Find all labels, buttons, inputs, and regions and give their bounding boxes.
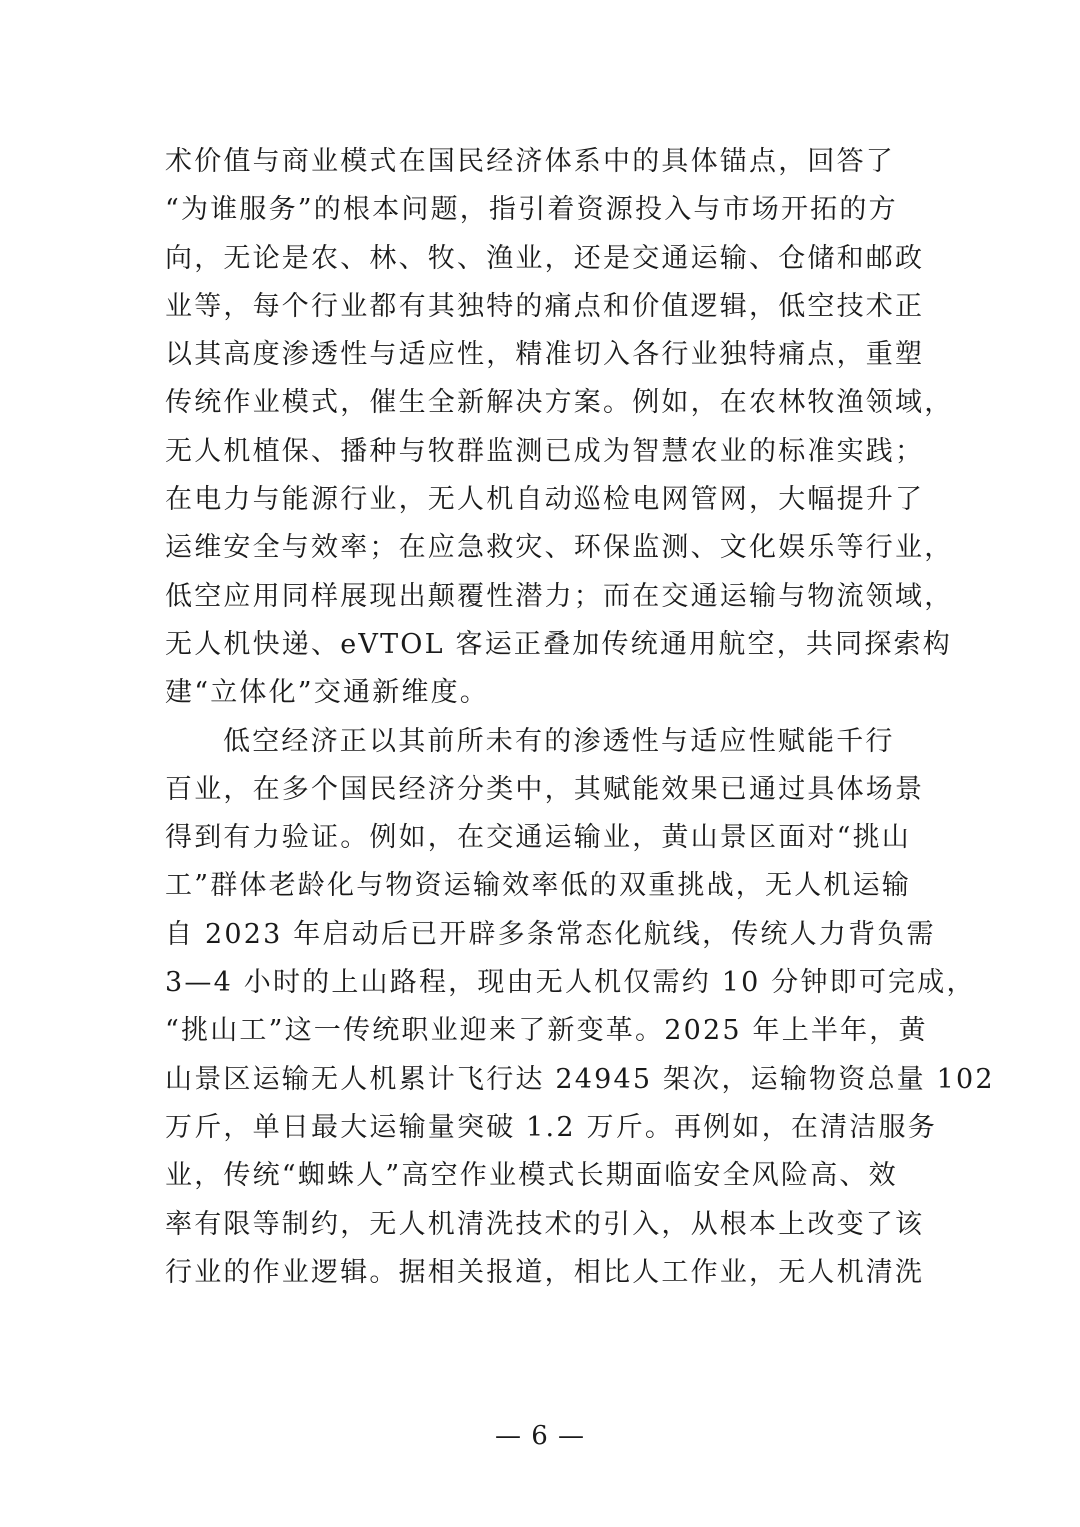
text-line: 无人机植保、播种与牧群监测已成为智慧农业的标准实践；	[165, 435, 925, 467]
text-line: 无人机快递、eVTOL 客运正叠加传统通用航空，共同探索构	[165, 628, 952, 660]
text-line: “挑山工”这一传统职业迎来了新变革。2025 年上半年，黄	[165, 1015, 928, 1047]
page-number: — 6 —	[494, 1421, 586, 1451]
text-line: 工”群体老龄化与物资运输效率低的双重挑战，无人机运输	[165, 870, 912, 902]
text-line: 传统作业模式，催生全新解决方案。例如，在农林牧渔领域，	[165, 387, 954, 419]
text-line: 山景区运输无人机累计飞行达 24945 架次，运输物资总量 102	[165, 1063, 995, 1095]
text-line: 在电力与能源行业，无人机自动巡检电网管网，大幅提升了	[165, 484, 925, 516]
text-line: 以其高度渗透性与适应性，精准切入各行业独特痛点，重塑	[165, 339, 925, 371]
text-line: 业等，每个行业都有其独特的痛点和价值逻辑，低空技术正	[165, 290, 925, 322]
text-line: 向，无论是农、林、牧、渔业，还是交通运输、仓储和邮政	[165, 242, 925, 274]
text-line: 术价值与商业模式在国民经济体系中的具体锚点，回答了	[165, 146, 895, 177]
text-line: 低空应用同样展现出颠覆性潜力；而在交通运输与物流领域，	[165, 580, 954, 612]
text-line: 行业的作业逻辑。据相关报道，相比人工作业，无人机清洗	[165, 1256, 925, 1288]
text-line: 自 2023 年启动后已开辟多条常态化航线，传统人力背负需	[165, 918, 936, 950]
text-line: 百业，在多个国民经济分类中，其赋能效果已通过具体场景	[165, 773, 925, 805]
text-line: 建“立体化”交通新维度。	[165, 677, 490, 709]
body-text	[165, 138, 995, 1297]
text-line: 得到有力验证。例如，在交通运输业，黄山景区面对“挑山	[165, 822, 912, 854]
text-line: “为谁服务”的根本问题，指引着资源投入与市场开拓的方	[165, 194, 898, 226]
paragraph-first-line: 低空经济正以其前所未有的渗透性与适应性赋能千行	[223, 725, 895, 757]
text-line: 运维安全与效率；在应急救灾、环保监测、文化娱乐等行业，	[165, 532, 954, 564]
text-line: 率有限等制约，无人机清洗技术的引入，从根本上改变了该	[165, 1208, 925, 1240]
text-line: 3—4 小时的上山路程，现由无人机仅需约 10 分钟即可完成，	[165, 967, 976, 999]
text-line: 万斤，单日最大运输量突破 1.2 万斤。再例如，在清洁服务	[165, 1111, 937, 1143]
text-line: 业，传统“蜘蛛人”高空作业模式长期面临安全风险高、效	[165, 1160, 898, 1192]
